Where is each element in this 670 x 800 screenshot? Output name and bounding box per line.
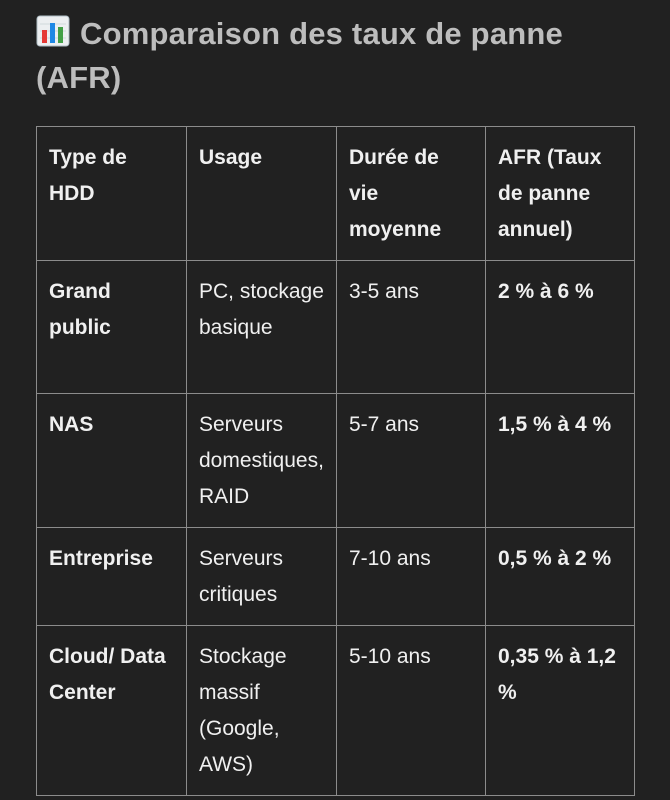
table-row (37, 626, 635, 796)
page-title-text: Comparaison des taux de panne (AFR) (36, 16, 563, 95)
header-usage: Usage (187, 127, 337, 261)
cell-usage: Stockage massif (Google, AWS) (187, 626, 337, 796)
cell-duree: 5-10 ans (337, 626, 486, 796)
table-row (37, 528, 635, 626)
cell-afr: 1,5 % à 4 % (486, 394, 635, 528)
cell-usage: PC, stockage basique (187, 261, 337, 394)
cell-type: Cloud/ Data Center (37, 626, 187, 796)
afr-comparison-table (36, 126, 635, 796)
cell-afr: 2 % à 6 % (486, 261, 635, 394)
cell-usage: Serveurs critiques (187, 528, 337, 626)
cell-duree: 5-7 ans (337, 394, 486, 528)
cell-type: Grand public (37, 261, 187, 394)
cell-type: Entreprise (37, 528, 187, 626)
table-row (37, 394, 635, 528)
cell-afr: 0,35 % à 1,2 % (486, 626, 635, 796)
cell-duree: 3-5 ans (337, 261, 486, 394)
header-duree: Durée de vie moyenne (337, 127, 486, 261)
cell-afr: 0,5 % à 2 % (486, 528, 635, 626)
table-row (37, 261, 635, 394)
table-header-row (37, 127, 635, 261)
cell-usage: Serveurs domestiques, RAID (187, 394, 337, 528)
header-afr: AFR (Taux de panne annuel) (486, 127, 635, 261)
bar-chart-icon (36, 15, 70, 47)
cell-duree: 7-10 ans (337, 528, 486, 626)
header-type: Type de HDD (37, 127, 187, 261)
page-title (36, 12, 636, 100)
cell-type: NAS (37, 394, 187, 528)
